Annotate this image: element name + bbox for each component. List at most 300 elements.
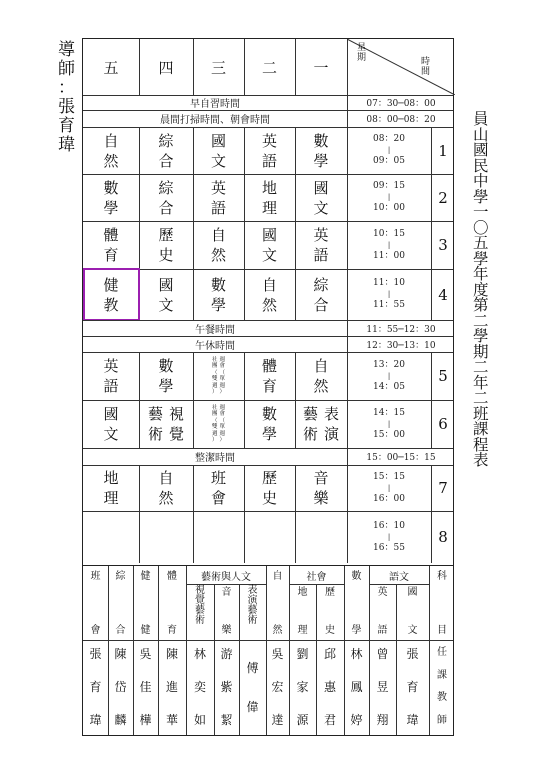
day-axis-label — [357, 43, 366, 63]
teacher-name-char: 進 — [165, 680, 178, 694]
subject-header-char: 術 — [247, 615, 258, 626]
col-divider — [193, 465, 194, 511]
teacher-name-char: 達 — [271, 713, 284, 727]
subject-cell — [83, 174, 139, 221]
col-divider — [295, 127, 296, 174]
col-divider — [193, 127, 194, 174]
col-divider — [347, 110, 348, 127]
col-divider — [244, 269, 245, 320]
col-divider — [139, 39, 140, 95]
subject-columns — [212, 405, 225, 444]
teacher-char: ： — [58, 78, 75, 98]
title-char: 中 — [473, 172, 489, 190]
subject-cell — [83, 400, 139, 448]
period-time — [347, 221, 431, 269]
subject-header-top: 自 — [272, 571, 283, 582]
period-number: 7 — [438, 479, 448, 497]
subject-char: 週 — [211, 382, 218, 389]
subject-header-bottom: 語 — [377, 625, 388, 636]
subject-cell — [193, 400, 244, 448]
teacher-name-char: 陳 — [165, 647, 178, 661]
time-separator: | — [387, 483, 391, 492]
subject-columns — [148, 404, 184, 444]
subject-header-top: 數 — [351, 571, 362, 582]
subject-text: 國 文 — [210, 131, 226, 170]
subject-cell — [139, 269, 193, 320]
period-number: 2 — [438, 188, 448, 207]
subject-char: ） — [211, 437, 218, 443]
subject-char: 週 — [211, 430, 218, 437]
subject-header-char: 覺 — [195, 595, 205, 606]
subject-text: 歷 史 — [158, 226, 174, 264]
period-end: 10：00 — [373, 203, 405, 213]
period-end: 14：05 — [373, 381, 405, 392]
subject-text: 自 然 — [210, 226, 226, 264]
teacher-name-char: 翔 — [376, 713, 389, 727]
col-divider — [295, 269, 296, 320]
teacher-name — [429, 648, 455, 726]
teacher-name-char: 如 — [193, 713, 206, 727]
subject-header-char: 藝 — [247, 605, 258, 616]
teachers-table — [82, 566, 454, 736]
col-divider — [244, 465, 245, 511]
subject-cell — [139, 174, 193, 221]
col-divider — [295, 465, 296, 511]
subject-header-bottom: 史 — [325, 625, 335, 636]
subject-header-bottom: 學 — [351, 625, 362, 636]
col-divider — [347, 320, 348, 336]
col-divider — [193, 400, 194, 448]
subject-text: 國 文 — [261, 226, 277, 264]
subject-text: 數 學 — [210, 275, 226, 314]
subject-text: 綜 合 — [313, 275, 329, 314]
col-divider — [139, 511, 140, 563]
subject-text: 地 理 — [261, 178, 277, 217]
title-char: 二 — [473, 389, 489, 407]
subject-char: 覺 — [169, 425, 185, 443]
day-header: 五 — [103, 58, 119, 77]
teacher-name-char: 師 — [437, 714, 447, 726]
col-divider — [347, 336, 348, 352]
group-language: 語文 — [389, 571, 409, 583]
subject-text: 數 學 — [261, 405, 277, 443]
break-time: 12：30─13：10 — [366, 340, 436, 351]
teacher-name — [289, 648, 316, 726]
subject-char: （ — [211, 369, 218, 376]
time-separator: | — [387, 193, 391, 201]
subject-header-top: 綜 — [115, 571, 126, 582]
subject-char: ） — [211, 389, 218, 395]
break-time: 08：00─08：20 — [366, 115, 436, 125]
subject-columns — [212, 357, 225, 396]
teacher-name-char: 鳳 — [350, 680, 363, 694]
col-divider — [295, 39, 296, 95]
subject-char: （ — [219, 369, 226, 376]
col-divider — [244, 511, 245, 563]
title-char: 民 — [473, 156, 489, 175]
subject-header-bottom: 會 — [90, 625, 101, 636]
subject-cell — [193, 352, 244, 400]
teacher-name-char: 家 — [296, 680, 309, 694]
break-label: 整潔時間 — [195, 453, 235, 464]
teacher-name-char: 紫 — [220, 680, 233, 694]
teacher-char: 瑋 — [58, 135, 75, 155]
teacher-name-char: 佳 — [139, 680, 152, 694]
subject-char: ） — [219, 389, 226, 395]
subject-cell — [295, 221, 347, 269]
day-header: 三 — [210, 58, 226, 77]
subject-cell — [193, 127, 244, 174]
teacher-name-char: 陳 — [114, 647, 127, 661]
subject-header-char: 演 — [247, 595, 258, 606]
subject-char: （ — [211, 417, 218, 424]
title-char: 第 — [473, 296, 489, 314]
title-char: 年 — [473, 373, 489, 392]
subject-cell — [193, 465, 244, 511]
col-divider — [347, 448, 348, 465]
period-start: 14：15 — [373, 407, 405, 418]
subject-cell — [295, 174, 347, 221]
subject-text: 英 語 — [103, 357, 119, 395]
col-divider — [193, 39, 194, 95]
break-time: 07：30─08：00 — [366, 99, 436, 109]
subject-columns — [303, 404, 339, 444]
subject-header-bottom: 育 — [167, 625, 177, 636]
period-start: 15：15 — [373, 471, 405, 482]
period-start: 09：15 — [373, 181, 405, 191]
group-arts: 藝術與人文 — [201, 571, 251, 583]
teacher-name — [186, 648, 214, 726]
subject-char: 週 — [219, 382, 226, 389]
col-divider — [347, 39, 348, 95]
subject-char: 雙 — [211, 424, 218, 430]
subject-cell — [193, 511, 244, 563]
time-separator: | — [387, 146, 391, 154]
subject-cell — [83, 511, 139, 563]
subject-text: 國 文 — [103, 405, 119, 443]
teacher-name-char: 偉 — [246, 699, 259, 714]
col-divider — [295, 400, 296, 448]
subject-cell — [139, 221, 193, 269]
title-char: 學 — [473, 327, 489, 345]
col-divider — [295, 174, 296, 221]
teacher-char: 育 — [58, 116, 75, 136]
subject-header-char: 術 — [195, 615, 205, 626]
col-divider — [193, 352, 194, 400]
subject-char: 單 — [219, 376, 226, 382]
subject-cell — [244, 174, 295, 221]
subject-text: 國 文 — [158, 275, 174, 314]
title-char: 學 — [473, 187, 489, 206]
subject-header-bottom: 合 — [115, 625, 126, 636]
subject-header-bottom: 目 — [437, 625, 447, 636]
col-divider — [139, 127, 140, 174]
subject-cell — [139, 352, 193, 400]
subject-char: 演 — [324, 425, 340, 443]
class-schedule-table — [82, 38, 454, 566]
subject-header-char: 表 — [247, 585, 258, 596]
break-time: 11：55─12：30 — [366, 324, 436, 335]
period-number: 5 — [438, 367, 448, 385]
col-divider — [244, 127, 245, 174]
group-divider — [289, 584, 344, 585]
teacher-name-char: 君 — [323, 713, 336, 727]
title-char: 二 — [473, 311, 489, 330]
title-char: 一 — [473, 203, 489, 221]
subject-column — [220, 405, 226, 444]
subject-cell — [244, 269, 295, 320]
col-divider — [193, 221, 194, 269]
teacher-name — [214, 648, 239, 726]
teacher-name-char: 岱 — [114, 680, 127, 694]
subject-text: 健 教 — [103, 275, 119, 314]
col-divider — [295, 352, 296, 400]
teacher-char: 導 — [58, 40, 75, 60]
period-number: 8 — [438, 528, 448, 546]
subject-column — [169, 404, 184, 444]
subject-cell — [193, 221, 244, 269]
period-end: 15：00 — [373, 429, 405, 440]
subject-header-top: 歷 — [325, 587, 335, 598]
subject-char: 團 — [211, 363, 218, 369]
teacher-name-char: 課 — [437, 669, 447, 681]
subject-cell — [244, 511, 295, 563]
teacher-name-char: 華 — [165, 713, 178, 727]
teacher-name-char: 婷 — [350, 713, 363, 727]
subject-cell — [295, 269, 347, 320]
subject-cell — [295, 465, 347, 511]
time-separator: | — [387, 419, 391, 428]
time-axis-char: 間 — [421, 67, 431, 77]
subject-text: 數 學 — [103, 178, 119, 217]
subject-char: 團 — [211, 411, 218, 417]
period-time — [347, 127, 431, 174]
teacher-name-char: 邱 — [323, 647, 336, 661]
teacher-name-char: 吳 — [271, 647, 284, 661]
period-time — [347, 174, 431, 221]
title-char: 山 — [473, 125, 489, 144]
col-divider — [139, 400, 140, 448]
subject-header-char: 視 — [195, 585, 205, 596]
subject-cell — [139, 127, 193, 174]
subject-header-top: 英 — [377, 587, 388, 598]
homeroom-teacher-label — [58, 42, 75, 154]
col-divider — [295, 511, 296, 563]
subject-char: 週 — [219, 430, 226, 437]
teacher-name-char: 昱 — [376, 680, 389, 694]
teacher-name — [316, 648, 344, 726]
subject-header-top: 科 — [437, 571, 447, 582]
time-separator: | — [387, 532, 391, 541]
subject-cell — [295, 127, 347, 174]
period-number: 6 — [438, 415, 448, 433]
teacher-name-char: 傅 — [246, 660, 259, 675]
teacher-name — [133, 648, 158, 726]
teacher-name — [369, 648, 396, 726]
subject-text: 音 樂 — [313, 469, 329, 507]
subject-char: 單 — [219, 424, 226, 430]
subject-char: 視 — [169, 405, 185, 423]
subject-text: 英 語 — [313, 226, 329, 264]
col-divider — [244, 174, 245, 221]
time-axis-label — [421, 57, 430, 77]
teacher-name-char: 源 — [296, 713, 309, 727]
teacher-name-char: 劉 — [296, 647, 309, 661]
subject-char: 會 — [219, 411, 226, 417]
teacher-char: 張 — [58, 97, 75, 117]
subject-text: 歷 史 — [261, 469, 277, 507]
day-header: 一 — [313, 58, 329, 77]
col-divider — [244, 400, 245, 448]
teacher-name-char: 宏 — [271, 680, 284, 694]
subject-header-top: 班 — [90, 571, 101, 582]
period-start: 13：20 — [373, 359, 405, 370]
time-separator: | — [387, 290, 391, 298]
subject-column — [148, 404, 163, 444]
day-header: 四 — [158, 58, 174, 77]
teacher-name — [83, 648, 108, 726]
col-divider — [139, 221, 140, 269]
highlight-box — [83, 268, 140, 321]
subject-char: 藝 — [147, 405, 163, 423]
teacher-name-char: 教 — [437, 692, 447, 704]
subject-column — [212, 357, 218, 396]
teacher-name-char: 育 — [89, 680, 102, 694]
subject-char: 術 — [147, 425, 163, 443]
subject-text: 自 然 — [261, 275, 277, 314]
subject-cell — [139, 465, 193, 511]
title-char: 學 — [473, 249, 489, 268]
period-time — [347, 465, 431, 511]
period-end: 16：55 — [373, 542, 405, 553]
subject-header-top: 地 — [297, 587, 308, 598]
subject-text: 體 育 — [261, 357, 277, 395]
col-divider — [244, 352, 245, 400]
subject-char: 表 — [324, 405, 340, 423]
subject-char: 社 — [211, 356, 218, 363]
subject-text: 自 然 — [158, 469, 174, 507]
subject-text: 自 然 — [313, 357, 329, 395]
subject-cell — [295, 511, 347, 563]
teacher-name-char: 惠 — [323, 680, 336, 694]
subject-text: 英 語 — [210, 178, 226, 217]
subject-column — [303, 404, 318, 444]
subject-char: 會 — [219, 363, 226, 369]
teacher-name — [108, 648, 133, 726]
teacher-name — [266, 648, 289, 726]
subject-char: 週 — [219, 356, 226, 363]
period-end: 16：00 — [373, 493, 405, 504]
title-char: 班 — [473, 404, 489, 423]
subject-text: 英 語 — [261, 131, 277, 170]
subject-char: 雙 — [211, 376, 218, 382]
title-char: 期 — [473, 342, 489, 361]
day-axis-char: 星 — [357, 43, 367, 53]
subject-text: 地 理 — [103, 469, 119, 507]
group-social: 社會 — [306, 571, 327, 583]
group-divider — [369, 584, 429, 585]
teacher-name-char: 林 — [350, 647, 363, 661]
period-time — [347, 269, 431, 320]
subject-cell — [193, 269, 244, 320]
subject-cell — [295, 352, 347, 400]
teacher-name-char: 瑋 — [406, 713, 419, 727]
subject-cell — [244, 400, 295, 448]
subject-cell — [193, 174, 244, 221]
subject-cell — [244, 465, 295, 511]
title-char: 年 — [473, 265, 489, 283]
subject-header — [239, 586, 266, 626]
title-char: 課 — [473, 420, 489, 438]
col-divider — [193, 174, 194, 221]
subject-header-bottom: 樂 — [221, 625, 232, 636]
teacher-name — [239, 648, 266, 726]
subject-char: ） — [219, 437, 226, 443]
col-divider — [244, 221, 245, 269]
subject-char: （ — [219, 417, 226, 424]
subject-cell — [83, 465, 139, 511]
teacher-name-char: 游 — [220, 647, 233, 661]
subject-text: 綜 合 — [158, 131, 174, 170]
teacher-char: 師 — [58, 59, 75, 79]
subject-cell — [295, 400, 347, 448]
subject-cell — [83, 221, 139, 269]
teacher-name-char: 育 — [406, 680, 419, 694]
subject-text: 體 育 — [103, 226, 119, 264]
period-start: 10：15 — [373, 228, 405, 239]
subject-char: 術 — [302, 425, 318, 443]
subject-char: 週 — [219, 404, 226, 411]
title-char: 程 — [473, 435, 489, 454]
col-divider — [193, 511, 194, 563]
subject-cell — [244, 221, 295, 269]
teacher-name — [158, 648, 186, 726]
subject-column — [324, 404, 339, 444]
subject-header-top: 音 — [221, 587, 232, 598]
col-divider — [295, 221, 296, 269]
subject-cell — [139, 400, 193, 448]
period-start: 16：10 — [373, 520, 405, 531]
teacher-name-char: 瑋 — [89, 713, 102, 727]
title-char: 員 — [473, 110, 489, 128]
subject-header-bottom: 然 — [272, 625, 283, 636]
teacher-name-char: 張 — [89, 647, 102, 661]
subject-cell — [244, 352, 295, 400]
subject-header — [186, 586, 214, 626]
col-divider — [347, 95, 348, 110]
subject-text: 綜 合 — [158, 178, 174, 217]
subject-header-top: 體 — [167, 571, 177, 582]
time-separator: | — [387, 371, 391, 380]
subject-header-top: 國 — [407, 587, 418, 598]
teacher-name-char: 絜 — [220, 713, 233, 727]
period-number: 1 — [438, 141, 448, 160]
subject-char: 藝 — [302, 405, 318, 423]
title-char: 國 — [473, 141, 489, 159]
title-char: 二 — [473, 358, 489, 376]
time-axis-char: 時 — [421, 57, 431, 67]
period-time — [347, 400, 431, 448]
period-time — [347, 511, 431, 563]
subject-column — [212, 405, 218, 444]
teacher-name — [344, 648, 369, 726]
period-end: 11：55 — [373, 300, 405, 310]
period-end: 09：05 — [373, 156, 405, 166]
day-header: 二 — [261, 58, 277, 77]
teacher-name-char: 任 — [437, 647, 447, 658]
teacher-name-char: 曾 — [376, 647, 389, 661]
subject-text: 班 會 — [210, 469, 226, 507]
